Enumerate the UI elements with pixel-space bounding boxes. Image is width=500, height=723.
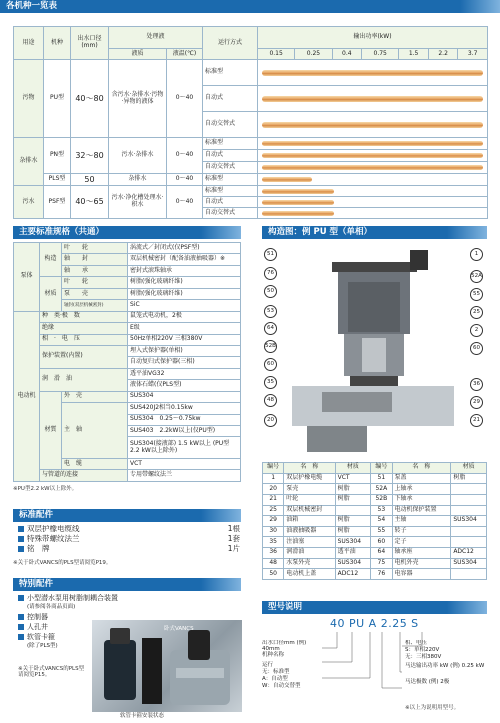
model-cell: PLS型	[44, 174, 71, 186]
table-cell: 75	[371, 558, 392, 569]
power-col: 0.15	[258, 49, 295, 60]
table-header: 名 称	[284, 463, 335, 474]
table-cell	[451, 526, 487, 537]
callout-number: 55	[470, 288, 483, 301]
spec-key: 润 滑 油	[40, 368, 128, 391]
table-cell: 30	[263, 526, 284, 537]
model-right-legend: 相、电压 S：单相220V 无：三相380V 马达输出功率 kW (例) 0.25 kW 马达极数 (例) 2极	[405, 640, 485, 685]
table-header: 材质	[451, 463, 487, 474]
callout-number: 52A	[470, 270, 483, 283]
spec-value: SUS304	[128, 391, 241, 402]
table-row	[263, 473, 487, 484]
callout-number: 2	[470, 324, 483, 337]
structure-diagram	[262, 242, 487, 460]
power-band	[262, 177, 312, 182]
run-cell: 自动交替式	[203, 208, 258, 219]
structure-section-title: 构造图：例 PU 型（单相）	[262, 226, 487, 239]
callout-number: 64	[264, 322, 277, 335]
table-cell: 油箱	[284, 516, 335, 527]
table-cell: 1	[263, 473, 284, 484]
table-cell: 主轴	[392, 516, 451, 527]
table-cell: 51	[371, 473, 392, 484]
table-cell: ADC12	[335, 569, 371, 580]
bullet-square-icon	[18, 634, 24, 640]
table-cell: 树脂	[335, 494, 371, 505]
parts-item: 铭 牌 1片	[18, 545, 240, 555]
bullet-square-icon	[18, 536, 24, 542]
power-band	[262, 189, 334, 194]
use-cell: 污物	[14, 60, 44, 138]
power-band	[262, 122, 483, 128]
run-cell: 标准型	[203, 138, 258, 150]
table-cell	[335, 505, 371, 516]
power-col: 0.25	[295, 49, 332, 60]
special-item: 控制器	[18, 613, 118, 623]
special-note: ※关于卧式VANCS的PLS型请阅览P15。	[18, 666, 85, 679]
bullet-square-icon	[18, 526, 24, 532]
bore-cell: 40～65	[71, 186, 109, 219]
table-cell	[451, 537, 487, 548]
table-header: 编号	[371, 463, 392, 474]
table-cell: 52A	[371, 484, 392, 495]
spec-key: 叶 轮	[62, 243, 128, 254]
table-row	[263, 569, 487, 580]
table-header: 名 称	[392, 463, 451, 474]
temp-cell: 0～40	[167, 138, 203, 174]
power-col: 0.4	[332, 49, 362, 60]
header-liquid-type: 液质	[109, 49, 167, 60]
callout-number: 35	[264, 376, 277, 389]
spec-value: 双层机械密封（配备油液抽吸器）※	[128, 254, 241, 265]
motor-label: 电动机	[14, 311, 40, 481]
run-cell: 自动交替式	[203, 112, 258, 138]
callout-number: 51	[264, 248, 277, 261]
table-cell: 电动机保护装置	[392, 505, 451, 516]
spec-value: SiC	[128, 300, 241, 311]
header-bore: 出水口径 (mm)	[71, 27, 109, 60]
table-cell: 润滑油	[284, 548, 335, 559]
table-cell: 树脂	[335, 516, 371, 527]
model-cell: PU型	[44, 60, 71, 138]
table-cell: 电容器	[392, 569, 451, 580]
liquid-cell: 污水·净化槽处理水·积水	[109, 186, 167, 219]
spec-key: 轴封(双层机械密封)	[62, 300, 128, 311]
power-band	[262, 96, 483, 102]
table-cell: 电动机上盖	[284, 569, 335, 580]
power-col: 3.7	[458, 49, 488, 60]
power-band	[262, 165, 483, 170]
spec-key: 绝缘	[40, 323, 128, 334]
spec-value: E级	[128, 323, 241, 334]
use-cell: 污水	[14, 186, 44, 219]
callout-number: 21	[470, 414, 483, 427]
power-band-cell	[258, 60, 488, 86]
run-cell: 标准型	[203, 60, 258, 86]
run-cell: 自动式	[203, 86, 258, 112]
pump-cross-section	[262, 242, 487, 460]
table-row	[263, 484, 487, 495]
table-row	[263, 548, 487, 559]
table-cell: 树脂	[335, 484, 371, 495]
spec-key: 保护装置(内置)	[40, 345, 128, 368]
table-cell: 50	[263, 569, 284, 580]
special-section-title: 特别配件	[13, 578, 241, 591]
callout-number: 60	[470, 342, 483, 355]
power-band	[262, 70, 483, 76]
parts-name-table	[262, 462, 487, 580]
spec-note: ※PU型2.2 kW以上除外。	[13, 486, 78, 492]
spec-value: VCT	[128, 458, 241, 469]
bullet-square-icon	[18, 595, 24, 601]
photo-caption: 软管卡箍安装状态	[120, 713, 165, 719]
table-cell: 双层机械密封	[284, 505, 335, 516]
spec-value: 树脂(强化玻璃纤维)	[128, 277, 241, 288]
pump-label: 泵体	[14, 243, 40, 312]
model-note: ※以上为说明用型号。	[405, 705, 460, 711]
spec-key: 主 轴	[62, 403, 128, 459]
table-cell: SUS304	[335, 537, 371, 548]
table-cell: 油液抽吸器	[284, 526, 335, 537]
table-header: 编号	[263, 463, 284, 474]
table-cell: 25	[263, 505, 284, 516]
bore-cell: 32～80	[71, 138, 109, 174]
photo-label: 卧式VANCS	[164, 626, 194, 632]
table-cell: 树脂	[451, 473, 487, 484]
special-item: 人孔井	[18, 623, 118, 633]
table-cell: 53	[371, 505, 392, 516]
callout-number: 60	[264, 358, 277, 371]
spec-value: 透平油VG32	[128, 368, 241, 379]
liquid-cell: 污水·杂排水	[109, 138, 167, 174]
material-label: 材质	[40, 277, 62, 311]
spec-value: 鼠笼式电动机，2极	[128, 311, 241, 322]
table-cell	[451, 484, 487, 495]
power-col: 1.5	[399, 49, 429, 60]
power-col: 0.75	[362, 49, 399, 60]
table-cell: 转子	[392, 526, 451, 537]
table-row	[263, 494, 487, 505]
table-cell: 透平油	[335, 548, 371, 559]
table-row	[263, 537, 487, 548]
material2-label: 材質	[40, 391, 62, 470]
liquid-cell: 杂排水	[109, 174, 167, 186]
power-band-cell	[258, 112, 488, 138]
bore-cell: 50	[71, 174, 109, 186]
table-cell: 64	[371, 548, 392, 559]
callout-number: 25	[470, 306, 483, 319]
header-use: 用途	[14, 27, 44, 60]
table-row	[263, 516, 487, 527]
header-temp: 液温(℃)	[167, 49, 203, 60]
use-cell: 杂排水	[14, 138, 44, 186]
table-cell: 20	[263, 484, 284, 495]
spec-key: 轴 封	[62, 254, 128, 265]
bullet-square-icon	[18, 546, 24, 552]
model-left-legend: 出水口径mm (例) 40mm 机种名称 运行 无：标准型 A：自动型 W：自动交替型	[262, 640, 307, 689]
parts-list	[18, 525, 240, 557]
bullet-square-icon	[18, 624, 24, 630]
parts-section-title: 标准配件	[13, 509, 241, 522]
spec-key: 种 类·极 数	[40, 311, 128, 322]
power-band-cell	[258, 138, 488, 150]
temp-cell: 0～40	[167, 60, 203, 138]
spec-key: 与管道的连接	[40, 470, 128, 482]
special-item: 小型潜水泵用树脂制耦合装置	[18, 594, 118, 604]
table-cell: 双层护橡电缆	[284, 473, 335, 484]
run-cell: 自动式	[203, 150, 258, 162]
table-cell: SUS304	[451, 516, 487, 527]
spec-value: 树脂(强化玻璃纤维)	[128, 288, 241, 299]
special-subtext: (请参阅各商品页面)	[27, 604, 76, 610]
spec-key: 叶 轮	[62, 277, 128, 288]
run-cell: 标准型	[203, 174, 258, 186]
header-model: 机种	[44, 27, 71, 60]
table-cell: 定子	[392, 537, 451, 548]
callout-number: 36	[470, 378, 483, 391]
callout-number: 50	[264, 285, 277, 298]
table-row	[263, 558, 487, 569]
model-cell: PN型	[44, 138, 71, 174]
table-cell: ADC12	[451, 548, 487, 559]
parts-item: 特殊带螺纹法兰 1套	[18, 535, 240, 545]
table-cell: 水泵外壳	[284, 558, 335, 569]
callout-number: 1	[470, 248, 483, 261]
header-liquid: 处理液	[109, 27, 203, 49]
table-cell: 52B	[371, 494, 392, 505]
table-cell: 电机外壳	[392, 558, 451, 569]
table-cell: 36	[263, 548, 284, 559]
table-cell: SUS304	[335, 558, 371, 569]
power-band-cell	[258, 162, 488, 174]
table-row	[263, 505, 487, 516]
table-cell	[451, 494, 487, 505]
model-code: 40 PU A 2.25 S	[330, 617, 419, 630]
table-cell: 注油塞	[284, 537, 335, 548]
table-header: 材质	[335, 463, 371, 474]
hose-clamp-photo	[92, 620, 242, 712]
spec-section-title: 主要标准规格（共通）	[13, 226, 241, 239]
table-cell: 54	[371, 516, 392, 527]
table-cell: SUS304	[451, 558, 487, 569]
spec-key: 电 缆	[62, 458, 128, 469]
spec-key: 相 · 电 压	[40, 334, 128, 345]
spec-value: SUS420J2相当0.15kw	[128, 403, 241, 414]
table-cell: 21	[263, 494, 284, 505]
power-band-cell	[258, 208, 488, 219]
spec-value: 涡流式／封闭式(仅PSF型)	[128, 243, 241, 254]
spec-value: SUS304 0.25～0.75kw	[128, 414, 241, 425]
temp-cell: 0～40	[167, 186, 203, 219]
power-band	[262, 211, 334, 216]
parts-note: ※关于卧式VANCS的PLS型请阅览P19。	[13, 560, 112, 566]
table-cell: 35	[263, 537, 284, 548]
run-cell: 自动式	[203, 197, 258, 208]
callout-number: 76	[264, 267, 277, 280]
spec-key: 外 壳	[62, 391, 128, 402]
power-band-cell	[258, 197, 488, 208]
spec-table	[13, 242, 241, 482]
table-cell: 叶轮	[284, 494, 335, 505]
table-row	[263, 526, 487, 537]
table-cell: 29	[263, 516, 284, 527]
callout-number: 48	[264, 394, 277, 407]
header-run: 运行方式	[203, 27, 258, 60]
bullet-square-icon	[18, 614, 24, 620]
callout-number: 20	[264, 414, 277, 427]
spec-value: 自动复归式保护器(三相)	[128, 357, 241, 368]
power-band-cell	[258, 150, 488, 162]
table-cell: 树脂	[335, 526, 371, 537]
table-cell: 上轴承	[392, 484, 451, 495]
power-band-cell	[258, 186, 488, 197]
spec-key: 轴 承	[62, 265, 128, 276]
callout-number: 52B	[264, 340, 277, 353]
special-subtext: (除了PLS型)	[27, 643, 58, 649]
model-cell: PSF型	[44, 186, 71, 219]
spec-value: 液体石蜡(仅PLS型)	[128, 380, 241, 391]
run-cell: 自动交替式	[203, 162, 258, 174]
table-cell: 76	[371, 569, 392, 580]
table-cell	[451, 505, 487, 516]
pump-illustration	[92, 620, 242, 712]
table-cell: 下轴承	[392, 494, 451, 505]
table-cell: 48	[263, 558, 284, 569]
spec-value: 埋入式保护器(单相)	[128, 345, 241, 356]
model-section-title: 型号说明	[262, 601, 487, 614]
overview-table	[13, 26, 488, 219]
header-power: 输出功率(kW)	[258, 27, 488, 49]
run-cell: 标准型	[203, 186, 258, 197]
spec-value: SUS304(接液部) 1.5 kW以上 (PU型2.2 kW以上除外)	[128, 437, 241, 458]
temp-cell: 0～40	[167, 174, 203, 186]
table-cell: VCT	[335, 473, 371, 484]
spec-value: 专用带螺纹法兰	[128, 470, 241, 482]
bore-cell: 40～80	[71, 60, 109, 138]
overview-section-title: 各机种一览表	[0, 0, 500, 13]
power-band	[262, 141, 483, 146]
liquid-cell: 含污水·杂排水·污物·异物的液体	[109, 60, 167, 138]
table-cell: 轴承座	[392, 548, 451, 559]
power-band-cell	[258, 174, 488, 186]
table-cell: 55	[371, 526, 392, 537]
spec-value: 50Hz单相220V 三相380V	[128, 334, 241, 345]
spec-value: SUS403 2.2kW以上(仅PU型)	[128, 426, 241, 437]
table-cell: 泵壳	[284, 484, 335, 495]
callout-number: 53	[264, 305, 277, 318]
power-band-cell	[258, 86, 488, 112]
power-band	[262, 153, 483, 158]
table-cell: 泵盖	[392, 473, 451, 484]
power-col: 2.2	[428, 49, 458, 60]
table-cell	[451, 569, 487, 580]
table-cell: 60	[371, 537, 392, 548]
callout-number: 29	[470, 396, 483, 409]
struct-label: 构造	[40, 243, 62, 277]
special-item: 软管卡箍	[18, 633, 118, 643]
spec-value: 密封式滚珠轴承	[128, 265, 241, 276]
spec-key: 泵 壳	[62, 288, 128, 299]
power-band	[262, 200, 334, 205]
parts-item: 双层护橡电缆线 1根	[18, 525, 240, 535]
